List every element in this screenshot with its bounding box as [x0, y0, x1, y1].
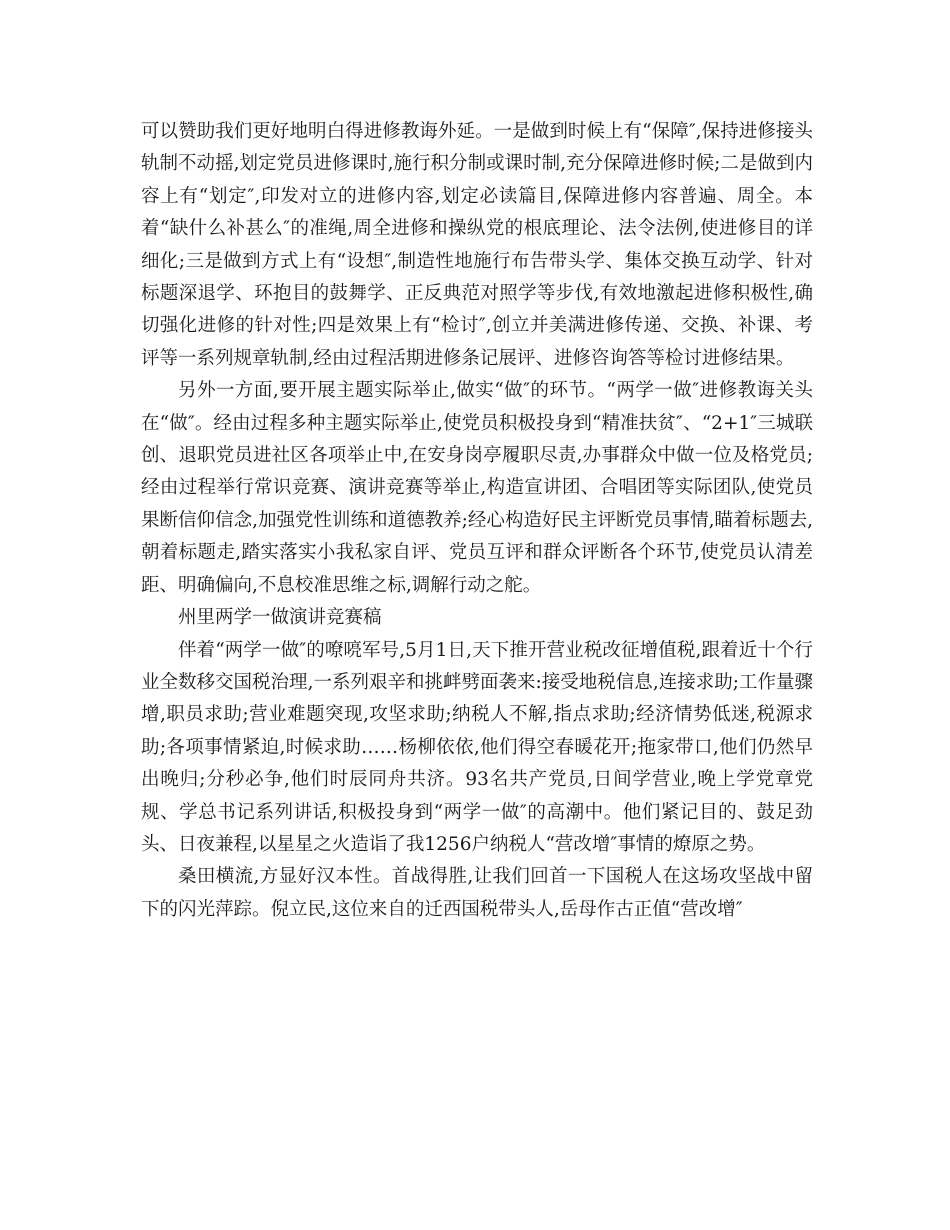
paragraph-tax-reform: 伴着“两学一做″的嘹喨军号,5月1日,天下推开营业税改征增值税,跟着近十个行业全数移交国税治理,一系列艰辛和挑衅劈面袭来:接受地税信息,连接求助;工作量骤增,职员求助;营业难题突现,攻坚求助;纳税人不解,指点求助;经济情势低迷,税源求助;各项事情紧迫,时候求助……杨柳依依,他们得空春暖花开;拖家带口,他们仍然早出晚归;分秒必争,他们时辰同舟共济。93名共产党员,日间学营业,晚上学党章党规、学总书记系列讲话,积极投身到“两学一做″的高潮中。他们紧记目的、鼓足劲头、日夜兼程,以星星之火造诣了我1256户纳税人“营改增″事情的燎原之势。: [141, 639, 813, 855]
paragraph-tax-heroes: 桑田横流,方显好汉本性。首战得胜,让我们回首一下国税人在这场攻坚战中留下的闪光萍踪。倪立民,这位来自的迁西国税带头人,岳母作古正值“营改增″: [141, 866, 813, 920]
paragraph-study-measures: 可以赞助我们更好地明白得进修教诲外延。一是做到时候上有“保障″,保持进修接头轨制不动摇,划定党员进修课时,施行积分制或课时制,充分保障进修时候;二是做到内容上有“划定″,印发对立的进修内容,划定必读篇目,保障进修内容普遍、周全。本着“缺什么补甚么″的准绳,周全进修和操纵党的根底理论、法令法例,使进修目的详细化;三是做到方式上有“设想″,制造性地施行布告带头学、集体交换互动学、针对标题深退学、环抱目的鼓舞学、正反典范对照学等步伐,有效地激起进修积极性,确切强化进修的针对性;四是效果上有“检讨″,创立并美满进修传递、交换、补课、考评等一系列规章轨制,经由过程活期进修条记展评、进修咨询答等检讨进修结果。: [141, 121, 813, 369]
paragraph-practice-activities: 另外一方面,要开展主题实际举止,做实“做″的环节。“两学一做″进修教诲关头在“做″。经由过程多种主题实际举止,使党员积极投身到“精准扶贫″、“2+1″三城联创、退职党员进社区各项举止中,在安身岗亭履职尽责,办事群众中做一位及格党员;经由过程举行常识竞赛、演讲竞赛等举止,构造宣讲团、合唱团等实际团队,使党员果断信仰信念,加强党性训练和道德教养;经心构造好民主评断党员事情,瞄着标题去,朝着标题走,踏实落实小我私家自评、党员互评和群众评断各个环节,使党员认清差距、明确偏向,不息校准思维之标,调解行动之舵。: [141, 380, 813, 596]
document-body: [141, 116, 813, 926]
speech-title: 州里两学一做演讲竞赛稿: [178, 607, 382, 629]
